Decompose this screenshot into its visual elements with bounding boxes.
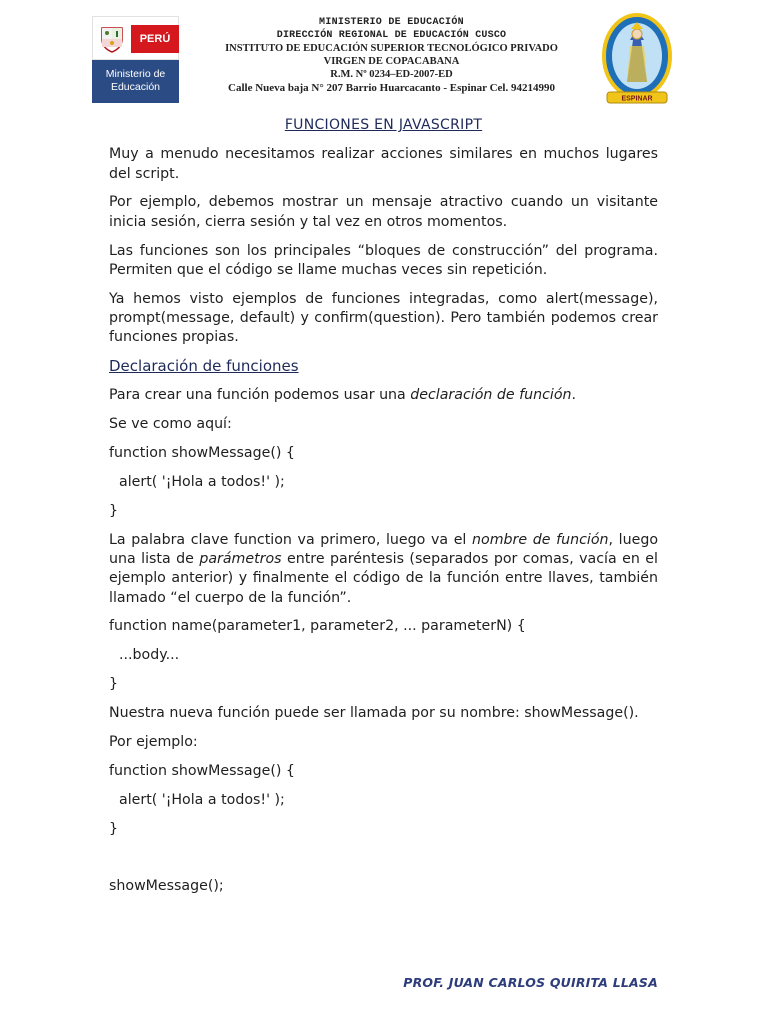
- paragraph-intro: Muy a menudo necesitamos realizar acciones similares en muchos lugares del script.: [109, 146, 658, 182]
- code-line: function showMessage() {: [109, 445, 295, 462]
- document-body: [109, 116, 658, 906]
- header-line-address: Calle Nueva baja N° 207 Barrio Huarcacanto - Espinar Cel. 94214990: [228, 82, 555, 94]
- code-line: }: [109, 676, 119, 693]
- code-line: alert( '¡Hola a todos!' );: [119, 791, 285, 808]
- document-header: [92, 14, 674, 104]
- code-line: }: [109, 820, 119, 837]
- paragraph-example: Por ejemplo, debemos mostrar un mensaje atractivo cuando un visitante inicia sesión, cierra sesión y tal vez en otros momentos.: [109, 194, 658, 230]
- section-heading-declaracion: Declaración de funciones: [109, 357, 299, 376]
- paragraph-declaration: Para crear una función podemos usar una declaración de función.: [109, 387, 577, 404]
- peru-label: PERÚ: [131, 25, 179, 53]
- header-line-name: VIRGEN DE COPACABANA: [323, 56, 460, 67]
- page-title: FUNCIONES EN JAVASCRIPT: [284, 117, 483, 133]
- ministry-label: Ministerio de Educación: [92, 60, 179, 103]
- emblem-label: ESPINAR: [621, 95, 653, 103]
- paragraph-keyword-explanation: La palabra clave function va primero, luego va el nombre de función, luego una lista de parámetros entre paréntesis (separados por comas, vacía en el ejemplo anterior) y finalmente el código de la función entre llaves, también llamado “el cuerpo de la función”.: [109, 531, 659, 606]
- code-line: alert( '¡Hola a todos!' );: [119, 473, 285, 490]
- paragraph-looks-like: Se ve como aquí:: [109, 416, 232, 433]
- header-line-ministry: MINISTERIO DE EDUCACIÓN: [319, 17, 464, 28]
- institution-header-text: [184, 16, 599, 95]
- code-line: function showMessage() {: [109, 762, 295, 779]
- ministry-of-education-logo: [92, 16, 179, 102]
- paragraph-builtin-functions: Ya hemos visto ejemplos de funciones integradas, como alert(message), prompt(message, default) y confirm(question). Pero también podemos crear funciones propias.: [109, 290, 658, 346]
- paragraph-for-example: Por ejemplo:: [109, 734, 198, 751]
- paragraph-call-by-name: Nuestra nueva función puede ser llamada por su nombre: showMessage().: [109, 705, 639, 722]
- header-line-regional: DIRECCIÓN REGIONAL DE EDUCACIÓN CUSCO: [276, 30, 507, 41]
- virgen-de-copacabana-emblem-icon: [600, 12, 674, 106]
- header-line-resolution: R.M. Nº 0234–ED-2007-ED: [330, 69, 453, 80]
- code-line: showMessage();: [109, 878, 224, 894]
- footer-author: PROF. JUAN CARLOS QUIRITA LLASA: [403, 975, 658, 990]
- code-line: ...body...: [119, 647, 180, 664]
- code-line: }: [109, 502, 119, 519]
- peru-coat-of-arms-icon: [99, 25, 125, 53]
- header-line-institute: INSTITUTO DE EDUCACIÓN SUPERIOR TECNOLÓGICO PRIVADO: [225, 43, 558, 54]
- code-line: function name(parameter1, parameter2, ... parameterN) {: [109, 618, 526, 635]
- paragraph-building-blocks: Las funciones son los principales “bloques de construcción” del programa. Permiten que el código se llame muchas veces sin repetición.: [109, 242, 658, 278]
